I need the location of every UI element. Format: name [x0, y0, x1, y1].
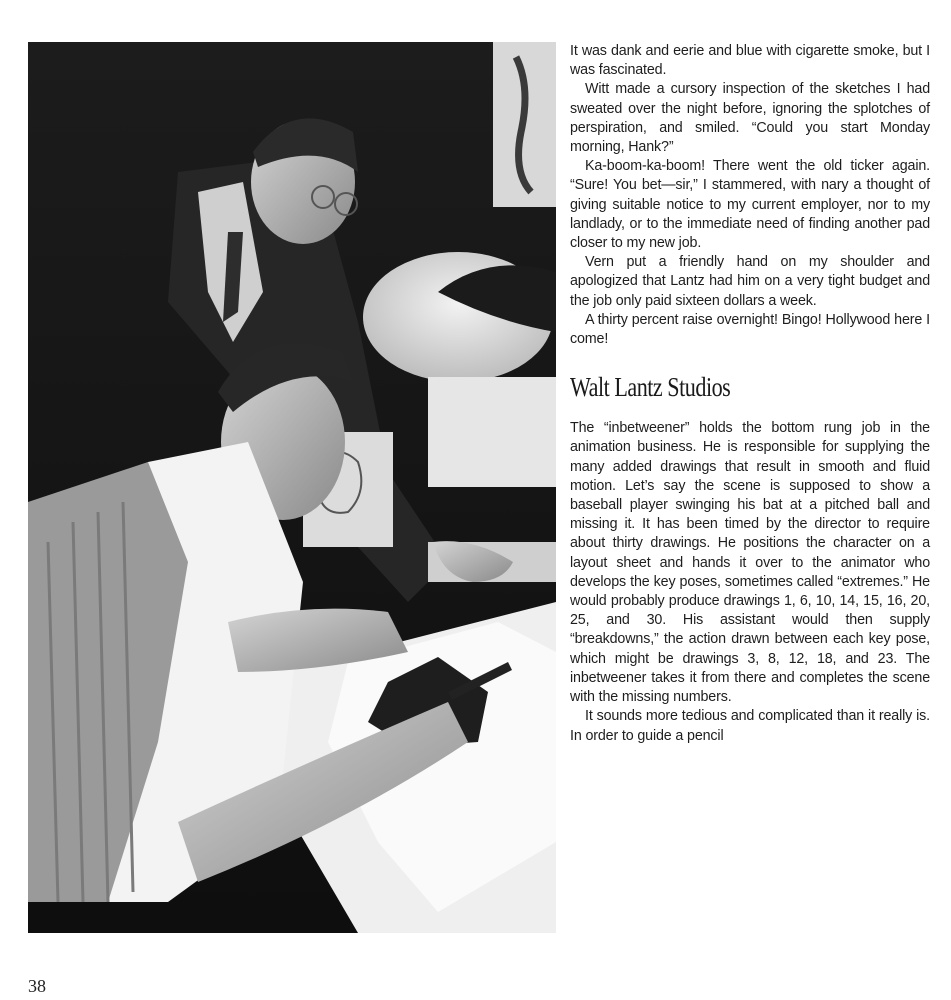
paragraph: A thirty percent raise overnight! Bingo! Hollywood here I come! [570, 311, 930, 348]
article-column [570, 42, 930, 746]
section-heading: Walt Lantz Studios [570, 372, 731, 403]
paragraph: It was dank and eerie and blue with cigarette smoke, but I was fascinated. [570, 43, 930, 79]
page-number: 38 [28, 976, 46, 996]
paragraph: The “inbetweener” holds the bottom rung job in the animation business. He is responsible for supplying the many added drawings that result in smooth and fluid motion. Let’s say the scene is supposed to show a baseball player swinging his bat at a pitched ball and missing it. It has been timed by the director to require about thirty drawings. He positions the character on a layout sheet and hands it over to the animator who develops the key poses, sometimes called “extremes.” He would probably produce drawings 1, 6, 10, 14, 15, 16, 20, 25, and 30. His assistant would then supply “breakdowns,” the action drawn between each key pose, which might be drawings 3, 8, 12, 18, and 23. The inbetweener takes it from there and completes the scene with the missing numbers. [570, 420, 930, 706]
photograph [28, 42, 556, 933]
paragraph: It sounds more tedious and complicated than it really is. In order to guide a pencil [570, 708, 930, 744]
paragraph: Ka-boom-ka-boom! There went the old ticker again. “Sure! You bet—sir,” I stammered, with nary a thought of giving suitable notice to my current employer, nor to my landlady, or to the immediate need of finding another pad closer to my new job. [570, 158, 930, 252]
paragraph: Vern put a friendly hand on my shoulder and apologized that Lantz had him on a very tight budget and the job only paid sixteen dollars a week. [570, 254, 930, 309]
photo-two-animators-at-desk [28, 42, 556, 933]
paragraph: Witt made a cursory inspection of the sketches I had sweated over the night before, ignoring the splotches of perspiration, and smiled. “Could you start Monday morning, Hank?” [570, 81, 930, 156]
